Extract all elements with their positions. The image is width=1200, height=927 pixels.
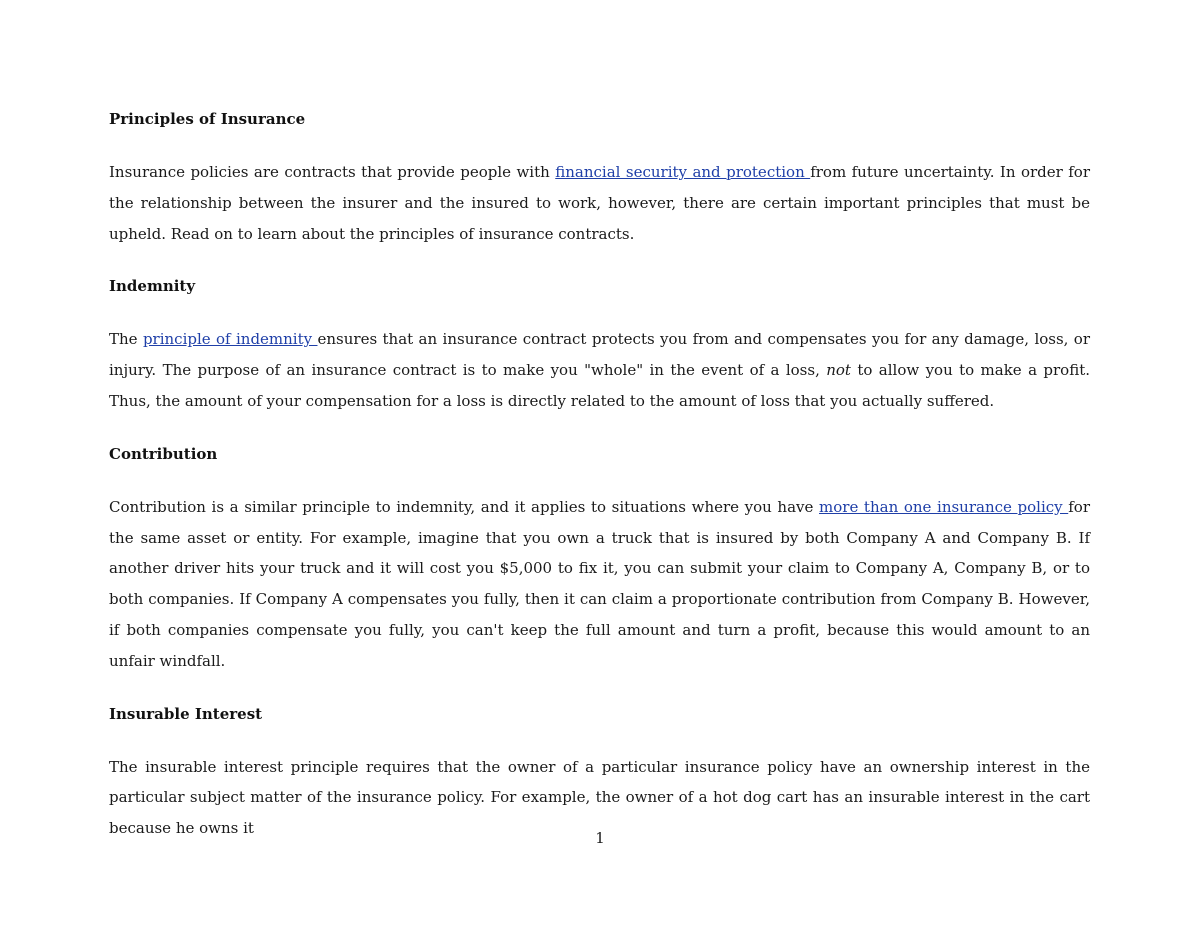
section-heading-principles: Principles of Insurance [109, 110, 306, 128]
section-heading-insurable-interest: Insurable Interest [109, 704, 263, 723]
page-number: 1 [595, 829, 605, 847]
section-heading-indemnity: Indemnity [109, 277, 196, 296]
link-principle-of-indemnity[interactable]: principle of indemnity [142, 330, 318, 349]
document-body [109, 104, 1090, 844]
paragraph-indemnity [109, 324, 1090, 416]
text-run: to allow you to make a profit. Thus, the amount of your compensation for a loss is directly related to the amount of loss that you actually suffered. [109, 361, 1090, 410]
section-heading-contribution: Contribution [109, 444, 218, 463]
emphasis-text: not [826, 361, 851, 380]
paragraph-contribution [109, 492, 1090, 677]
text-run: from future uncertainty. In order for the relationship between the insurer and the insured to work, however, there are certain important principles that must be upheld. Read on to learn about the principles of insurance contracts. [109, 163, 1091, 243]
link-more-than-one-policy[interactable]: more than one insurance policy [819, 497, 1069, 516]
text-run: The insurable interest principle requires that the owner of a particular insurance policy have an ownership interest in the particular subject matter of the insurance policy. For example, the owner of a hot dog cart has an insurable interest in the cart because he owns it [109, 757, 1090, 838]
link-financial-security[interactable]: financial security and protection [555, 163, 811, 181]
paragraph-principles [109, 157, 1090, 249]
text-run: Contribution is a similar principle to indemnity, and it applies to situations where you have [109, 497, 820, 516]
text-run: ensures that an insurance contract protects you from and compensates you for any damage, loss, or injury. The purpose of an insurance contract is to make you "whole" in the event of a loss, [109, 330, 1091, 380]
text-run: The [109, 330, 143, 349]
text-run: Insurance policies are contracts that provide people with [109, 163, 556, 181]
text-run: for the same asset or entity. For example, imagine that you own a truck that is insured by both Company A and Company B. If another driver hits your truck and it will cost you $5,000 to fix it, you can submit your claim to Company A, Company B, or to both companies. If Company A compensates you fully, then it can claim a proportionate contribution from Company B. However, if both companies compensate you fully, you can't keep the full amount and turn a profit, because this would amount to an unfair windfall. [109, 497, 1090, 670]
